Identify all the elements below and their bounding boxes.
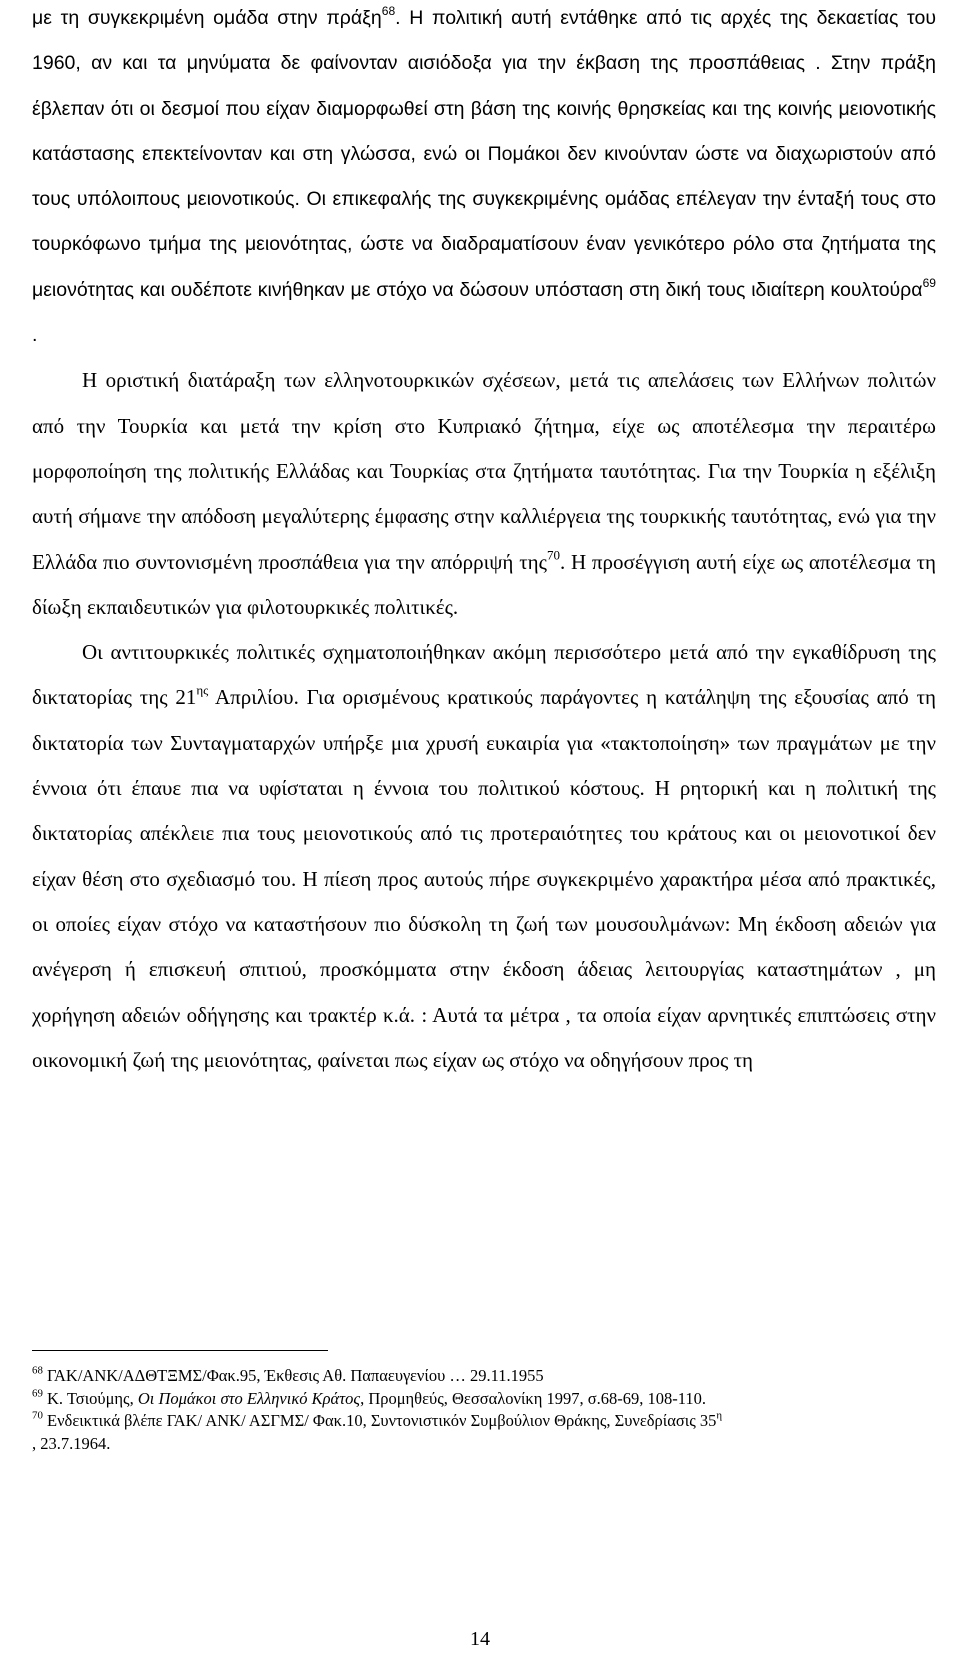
- footnote-number: 70: [32, 1409, 43, 1422]
- footnotes: [32, 1365, 942, 1455]
- paragraph-3: [32, 630, 936, 1083]
- page-number: 14: [470, 1628, 490, 1650]
- footnote-69: [32, 1388, 942, 1411]
- ordinal-suffix: ης: [196, 682, 209, 698]
- paragraph-text: Οι αντιτουρκικές πολιτικές σχηματοποιήθηκαν ακόμη περισσότερο μετά από την εγκαθίδρυση της δικτατορίας της 21: [32, 640, 936, 710]
- footnote-ref-68[interactable]: 68: [381, 3, 396, 18]
- paragraph-2: [32, 358, 936, 630]
- footnote-70-continuation: , 23.7.1964.: [32, 1433, 111, 1453]
- footnote-text: Ενδεικτικά βλέπε ΓΑΚ/ ΑΝΚ/ ΑΣΓΜΣ/ Φακ.10, Συντονιστικόν Συμβούλιον Θράκης, Συνεδρίασις 35: [42, 1411, 717, 1430]
- paragraph-text: Απριλίου. Για ορισμένους κρατικούς παράγοντες η κατάληψη της εξουσίας από τη δικτατορία των Συνταγματαρχών υπήρξε μια χρυσή ευκαιρία για «τακτοποίηση» των πραγμάτων με την έννοια ότι έπαυε πια να υφίσταται η έννοια του πολιτικού κόστους. Η ρητορική και η πολιτική της δικτατορίας απέκλειε πια τους μειονοτικούς από τις προτεραιότητες του κράτους και οι μειονοτικοί δεν είχαν θέση στο σχεδιασμό του. Η πίεση προς αυτούς πήρε συγκεκριμένο χαρακτήρα μέσα από πρακτικές, οι οποίες είχαν στόχο να καταστήσουν πιο δύσκολη τη ζωή των μουσουλμάνων: Μη έκδοση αδειών για ανέγερση ή επισκευή σπιτιού, προσκόμματα στην έκδοση άδειας λειτουργίας καταστημάτων , μη χορήγηση αδειών οδήγησης και τρακτέρ κ.ά. : Αυτά τα μέτρα , τα οποία είχαν αρνητικές επιπτώσεις στην οικονομική ζωή της μειονότητας, φαίνεται πως είχαν ως στόχο να οδηγήσουν προς τη: [32, 685, 936, 1072]
- paragraph-text: με τη συγκεκριμένη ομάδα στην πράξη: [32, 7, 382, 29]
- paragraph-text: . Η προσέγγιση αυτή είχε ως αποτέλεσμα τη δίωξη εκπαιδευτικών για φιλοτουρκικές πολιτικές.: [32, 549, 936, 619]
- footnote-separator: [32, 1350, 328, 1351]
- footnote-number: 68: [32, 1364, 43, 1377]
- footnote-70: [32, 1410, 942, 1433]
- footnote-ordinal: η: [716, 1409, 723, 1422]
- footnote-ref-70[interactable]: 70: [546, 546, 560, 562]
- paragraph-1: [32, 0, 936, 358]
- footnote-68: [32, 1365, 942, 1388]
- body-text: [32, 0, 936, 1083]
- paragraph-text: . Η πολιτική αυτή εντάθηκε από τις αρχές της δεκαετίας του 1960, αν και τα μηνύματα δε φαίνονταν αισιόδοξα για την έκβαση της προσπάθειας . Στην πράξη έβλεπαν ότι οι δεσμοί που είχαν διαμορφωθεί στη βάση της κοινής θρησκείας και της κοινής μειονοτικής κατάστασης επεκτείνονταν και στη γλώσσα, ενώ οι Πομάκοι δεν κινούνταν ώστε να διαχωριστούν από τους υπόλοιπους μειονοτικούς. Οι επικεφαλής της συγκεκριμένης ομάδας επέλεγαν την ένταξή τους στο τουρκόφωνο τμήμα της μειονότητας, ώστε να διαδραματίσουν έναν γενικότερο ρόλο στα ζητήματα της μειονότητας και ουδέποτε κινήθηκαν με στόχο να δώσουν υπόσταση στη δική τους ιδιαίτερη κουλτούρα: [32, 7, 936, 301]
- footnote-text: ΓΑΚ/ΑΝΚ/ΑΔΘΤΞΜΣ/Φακ.95, Έκθεσις Αθ. Παπαευγενίου … 29.11.1955: [42, 1366, 544, 1385]
- footnote-ref-69[interactable]: 69: [922, 275, 936, 290]
- footnote-number: 69: [32, 1386, 43, 1399]
- paragraph-text: .: [32, 324, 38, 347]
- footnote-text: Κ. Τσιούμης,: [42, 1388, 138, 1408]
- footnote-text: , Προμηθεύς, Θεσσαλονίκη 1997, σ.68-69, 108-110.: [360, 1388, 706, 1408]
- paragraph-text: Η οριστική διατάραξη των ελληνοτουρκικών σχέσεων, μετά τις απελάσεις των Ελλήνων πολιτών από την Τουρκία και μετά την κρίση στο Κυπριακό ζήτημα, είχε ως αποτέλεσμα την περαιτέρω μορφοποίηση της πολιτικής Ελλάδας και Τουρκίας στα ζητήματα ταυτότητας. Για την Τουρκία η εξέλιξη αυτή σήμανε την απόδοση μεγαλύτερης έμφασης στην καλλιέργεια της τουρκικής ταυτότητας, ενώ για την Ελλάδα πιο συντονισμένη προσπάθεια για την απόρριψή της: [32, 368, 936, 574]
- footnote-book-title: Οι Πομάκοι στο Ελληνικό Κράτος: [137, 1388, 361, 1408]
